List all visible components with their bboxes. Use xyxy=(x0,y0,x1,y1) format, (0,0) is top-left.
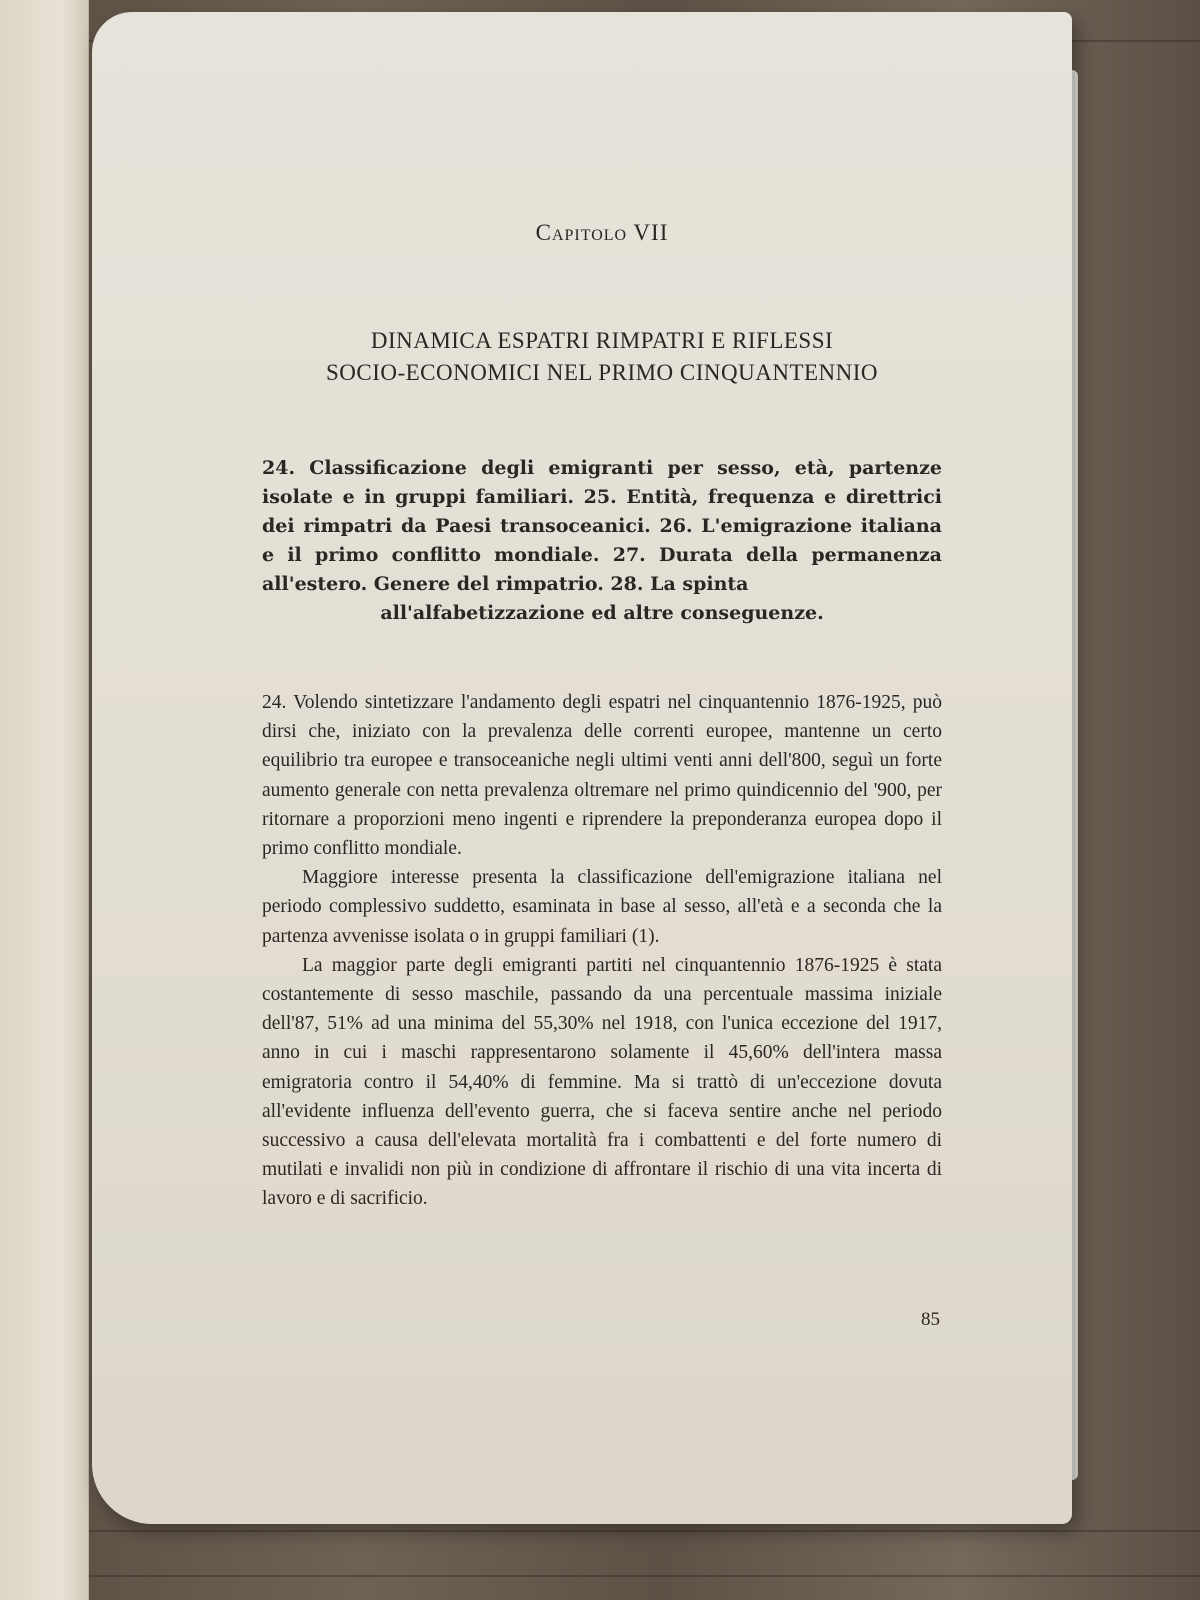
wood-grain xyxy=(0,1530,1200,1532)
chapter-summary xyxy=(262,454,942,628)
page-number: 85 xyxy=(921,1309,940,1330)
book-page xyxy=(92,12,1072,1524)
paragraph: Maggiore interesse presenta la classificazione dell'emigrazione italiana nel periodo complessivo suddetto, esaminata in base al sesso, all'età e a seconda che la partenza avvenisse isolata o in gruppi familiari (1). xyxy=(262,867,942,947)
chapter-title xyxy=(262,325,942,389)
summary-text: 24. Classificazione degli emigranti per sesso, età, partenze isolate e in gruppi familiari. 25. Entità, frequenza e direttrici dei rimpatri da Paesi transoceanici. 26. L'emigrazione italiana e il primo conflitto mondiale. 27. Durata della permanenza all'estero. Genere del rimpatrio. 28. La spinta xyxy=(262,457,942,595)
paragraph: La maggior parte degli emigranti partiti nel cinquantennio 1876-1925 è stata costantemente di sesso maschile, passando da una percentuale massima iniziale dell'87, 51% ad una minima del 55,30% nel 1918, con l'unica eccezione del 1917, anno in cui i maschi rappresentarono solamente il 45,60% dell'intera massa emigratoria contro il 54,40% di femmine. Ma si trattò di un'eccezione dovuta all'evidente influenza dell'evento guerra, che si faceva sentire anche nel periodo successivo a causa dell'elevata mortalità fra i combattenti e del forte numero di mutilati e invalidi non più in condizione di affrontare il rischio di una vita incerta di lavoro e di sacrificio. xyxy=(262,954,942,1210)
chapter-title-line: SOCIO-ECONOMICI NEL PRIMO CINQUANTENNIO xyxy=(325,360,879,385)
left-page-edge xyxy=(0,0,89,1600)
wood-grain xyxy=(0,1575,1200,1577)
chapter-heading: Capitolo VII xyxy=(535,220,669,245)
body-text xyxy=(262,688,942,1214)
summary-last-line: all'alfabetizzazione ed altre conseguenze. xyxy=(380,602,824,624)
paragraph: 24. Volendo sintetizzare l'andamento degli espatri nel cinquantennio 1876-1925, può dirsi che, iniziato con la prevalenza delle correnti europee, mantenne un certo equilibrio tra europee e transoceaniche negli ultimi venti anni dell'800, seguì un forte aumento generale con netta prevalenza oltremare nel primo quindicennio del '900, per ritornare a proporzioni meno ingenti e riprendere la preponderanza europea dopo il primo conflitto mondiale. xyxy=(262,692,942,860)
chapter-title-line: DINAMICA ESPATRI RIMPATRI E RIFLESSI xyxy=(370,328,834,353)
